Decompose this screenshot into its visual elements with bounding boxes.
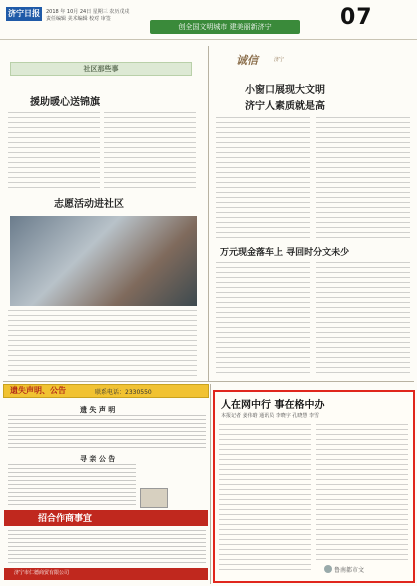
article-body-text bbox=[219, 424, 311, 574]
highlighted-article-byline: 本报记者 姜伟晗 通讯员 李晓宇 孔晓慧 李雪 bbox=[221, 413, 319, 419]
highlighted-article-title: 人在网中行 事在格中办 bbox=[221, 400, 325, 411]
headline-window-line2: 济宁人素质就是高 bbox=[245, 101, 325, 112]
notice-body-text bbox=[8, 415, 206, 449]
headline-wallet: 万元现金落车上 寻回时分文未少 bbox=[220, 248, 350, 258]
ads-header-phone: 联系电话：2330550 bbox=[95, 389, 152, 396]
page-number: 07 bbox=[340, 5, 373, 30]
article-body-text bbox=[216, 117, 310, 239]
section-divider bbox=[3, 381, 414, 382]
column-divider bbox=[208, 46, 209, 381]
section-banner: 社区那些事 bbox=[10, 62, 192, 76]
integrity-column-logo: 诚信 bbox=[236, 54, 258, 67]
article-body-text bbox=[8, 310, 197, 378]
article-body-text bbox=[104, 112, 196, 190]
issue-staff: 责任编辑 美术编辑 校对 审签 bbox=[46, 16, 111, 22]
integrity-column-sub: 济宁 bbox=[274, 57, 285, 63]
slogan-band: 创全国文明城市 建美丽新济宁 bbox=[150, 20, 300, 34]
headline-volunteer: 志愿活动进社区 bbox=[54, 199, 124, 210]
investment-footer-text: 济宁市仁德商贸有限公司 bbox=[14, 570, 70, 576]
ads-header-title: 遗失声明、公告 bbox=[10, 386, 66, 395]
investment-title: 招合作商事宜 bbox=[38, 514, 93, 524]
article-body-text bbox=[316, 262, 410, 376]
watermark-icon bbox=[324, 565, 332, 573]
column-divider bbox=[210, 384, 211, 584]
notice-body-text bbox=[8, 464, 136, 506]
issue-date: 2018 年 10月 24日 星期三 农历戊戌 bbox=[46, 9, 130, 15]
investment-banner bbox=[4, 510, 208, 526]
volunteer-photo bbox=[10, 216, 197, 306]
newspaper-logo: 济宁日报 bbox=[6, 7, 42, 21]
article-body-text bbox=[316, 424, 408, 560]
headline-help: 援助暖心送锦旗 bbox=[30, 97, 100, 108]
headline-window-line1: 小窗口展现大文明 bbox=[245, 85, 325, 96]
watermark: 鲁南都市文 bbox=[334, 567, 365, 574]
search-notice-title: 寻 亲 公 告 bbox=[80, 455, 116, 463]
notice-photo bbox=[140, 488, 168, 508]
article-body-text bbox=[316, 117, 410, 239]
article-body-text bbox=[216, 262, 310, 376]
article-body-text bbox=[8, 112, 100, 190]
lost-notice-title: 遗 失 声 明 bbox=[80, 406, 116, 414]
investment-body-text bbox=[8, 530, 206, 564]
